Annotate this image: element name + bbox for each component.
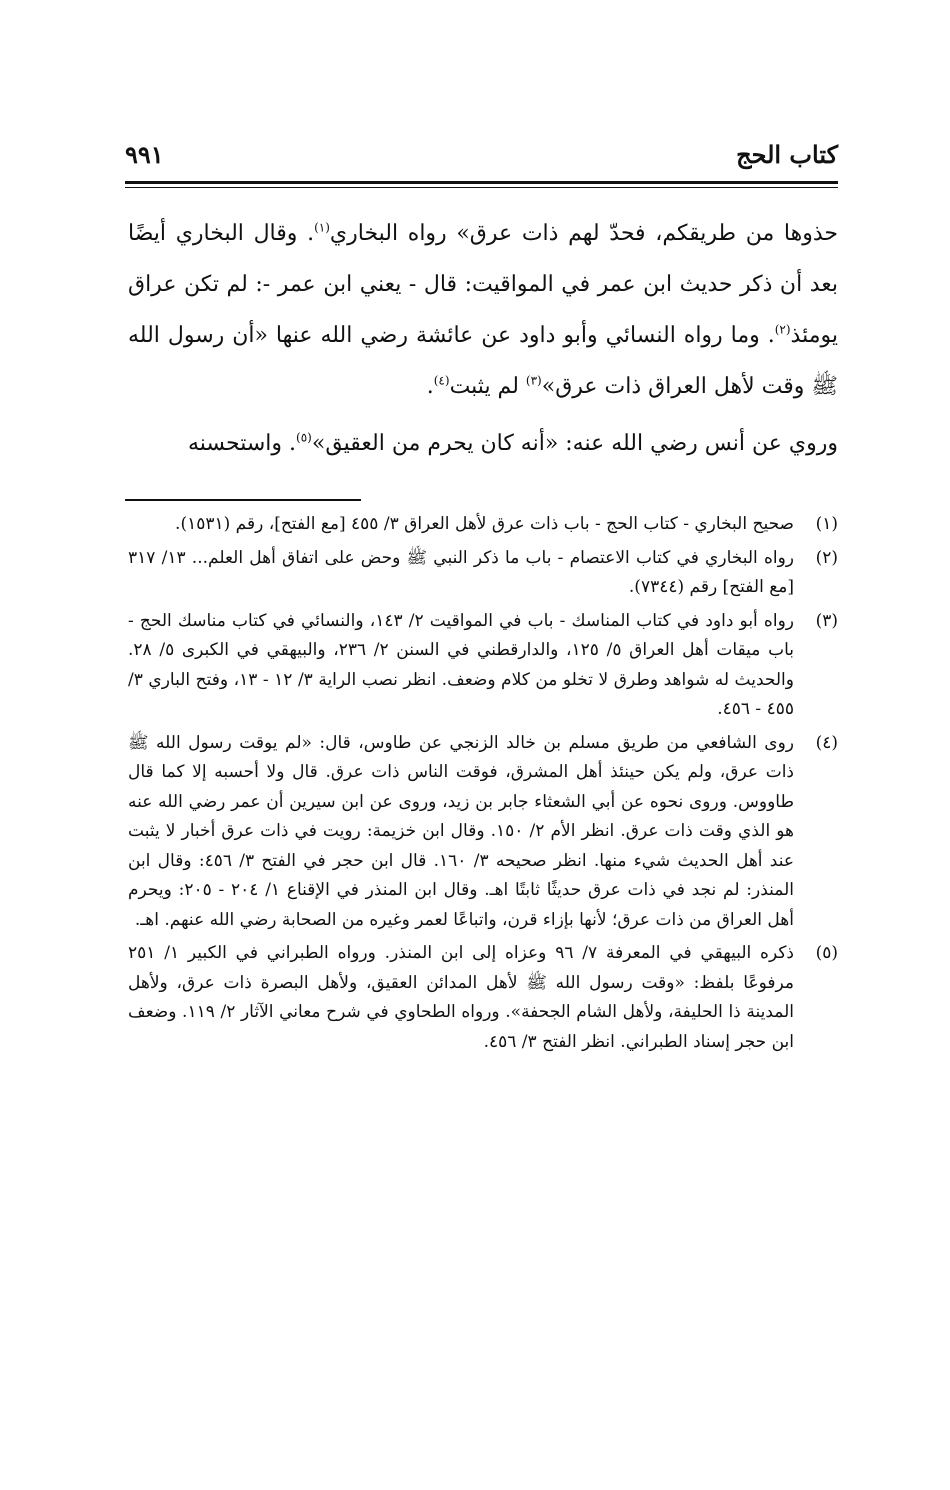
running-header — [125, 140, 838, 178]
footnote-4 — [128, 729, 838, 936]
footnote-number: (٢) — [815, 547, 838, 568]
footnote-ref-1[interactable]: (١) — [314, 220, 330, 235]
footnote-text: روى الشافعي من طريق مسلم بن خالد الزنجي عن طاوس، قال: «لم يوقت رسول الله ﷺ ذات عرق، ولم يكن حينئذ أهل المشرق، فوقت الناس ذات عرق. قال ولا أحسبه إلا كما قال طاووس. وروى نحوه عن أبي الشعثاء جابر بن زيد، وروى عن ابن سيرين أن عمر رضي الله عنه هو الذي وقت ذات عرق. انظر الأم ٢/ ١٥٠. وقال ابن خزيمة: رويت في ذات عرق أخبار لا يثبت عند أهل الحديث شيء منها. انظر صحيحه ٣/ ١٦٠. قال ابن حجر في الفتح ٣/ ٤٥٦: وقال ابن المنذر: لم نجد في ذات عرق حديثًا ثابتًا اهـ. وقال ابن المنذر في الإقناع ١/ ٢٠٤ - ٢٠٥: ويحرم أهل العراق من ذات عرق؛ لأنها بإزاء قرن، واتباعًا لعمر وغيره من الصحابة رضي الله عنهم. اهـ. — [128, 732, 794, 930]
paragraph-2: وروي عن أنس رضي الله عنه: «أنه كان يحرم من العقيق»$^{(٥)}$. واستحسنه — [187, 430, 838, 456]
footnote-ref-3[interactable]: (٣) — [525, 373, 542, 388]
footnote-2 — [128, 544, 838, 603]
chapter-title: كتاب الحج — [736, 140, 838, 169]
page-number: ٩٩١ — [125, 140, 164, 169]
footnote-ref-5[interactable]: (٥) — [296, 430, 312, 445]
footnote-text: رواه أبو داود في كتاب المناسك - باب في المواقيت ٢/ ١٤٣، والنسائي في كتاب مناسك الحج - باب ميقات أهل العراق ٥/ ١٢٥، والدارقطني في السنن ٢/ ٢٣٦، والبيهقي في الكبرى ٥/ ٢٨. والحديث له شواهد وطرق لا تخلو من كلام وضعف. انظر نصب الراية ٣/ ١٢ - ١٣، وفتح الباري ٣/ ٤٥٥ - ٤٥٦. — [128, 610, 794, 719]
paragraph-1: حذوها من طريقكم، فحدّ لهم ذات عرق» رواه البخاري$^{(١)}$. وقال البخاري أيضًا بعد أن ذكر حديث ابن عمر في المواقيت: قال - يعني ابن عمر -: لم تكن عراق يومئذ$^{(٢)}$. وما رواه النسائي وأبو داود عن عائشة رضي الله عنها «أن رسول الله ﷺ وقت لأهل العراق ذات عرق»$^{(٣)}$ لم يثبت$^{(٤)}$. — [128, 220, 838, 399]
main-text — [128, 208, 838, 469]
footnote-text: صحيح البخاري - كتاب الحج - باب ذات عرق لأهل العراق ٣/ ٤٥٥ [مع الفتح]، رقم (١٥٣١). — [175, 514, 794, 534]
footnote-separator — [125, 499, 361, 501]
footnote-1 — [128, 510, 838, 540]
footnote-ref-4[interactable]: (٤) — [433, 373, 450, 388]
footnote-number: (١) — [815, 514, 838, 534]
footnote-number: (٤) — [815, 732, 838, 753]
footnote-3 — [128, 607, 838, 725]
footnote-number: (٥) — [815, 943, 838, 963]
footnotes — [128, 510, 838, 1061]
footnote-5 — [128, 939, 838, 1057]
footnote-ref-2[interactable]: (٢) — [774, 322, 791, 337]
footnote-number: (٣) — [815, 610, 838, 631]
footnote-text: رواه البخاري في كتاب الاعتصام - باب ما ذكر النبي ﷺ وحض على اتفاق أهل العلم... ١٣/ ٣١٧ [مع الفتح] رقم (٧٣٤٤). — [128, 547, 794, 597]
header-rule-thick — [125, 181, 838, 184]
footnote-text: ذكره البيهقي في المعرفة ٧/ ٩٦ وعزاه إلى ابن المنذر. ورواه الطبراني في الكبير ١/ ٢٥١ مرفوعًا بلفظ: «وقت رسول الله ﷺ لأهل المدائن العقيق، ولأهل البصرة ذات عرق، ولأهل المدينة ذا الحليفة، ولأهل الشام الجحفة». ورواه الطحاوي في شرح معاني الآثار ٢/ ١١٩. وضعف ابن حجر إسناد الطبراني. انظر الفتح ٣/ ٤٥٦. — [128, 943, 795, 1052]
header-rule-thin — [125, 187, 838, 188]
